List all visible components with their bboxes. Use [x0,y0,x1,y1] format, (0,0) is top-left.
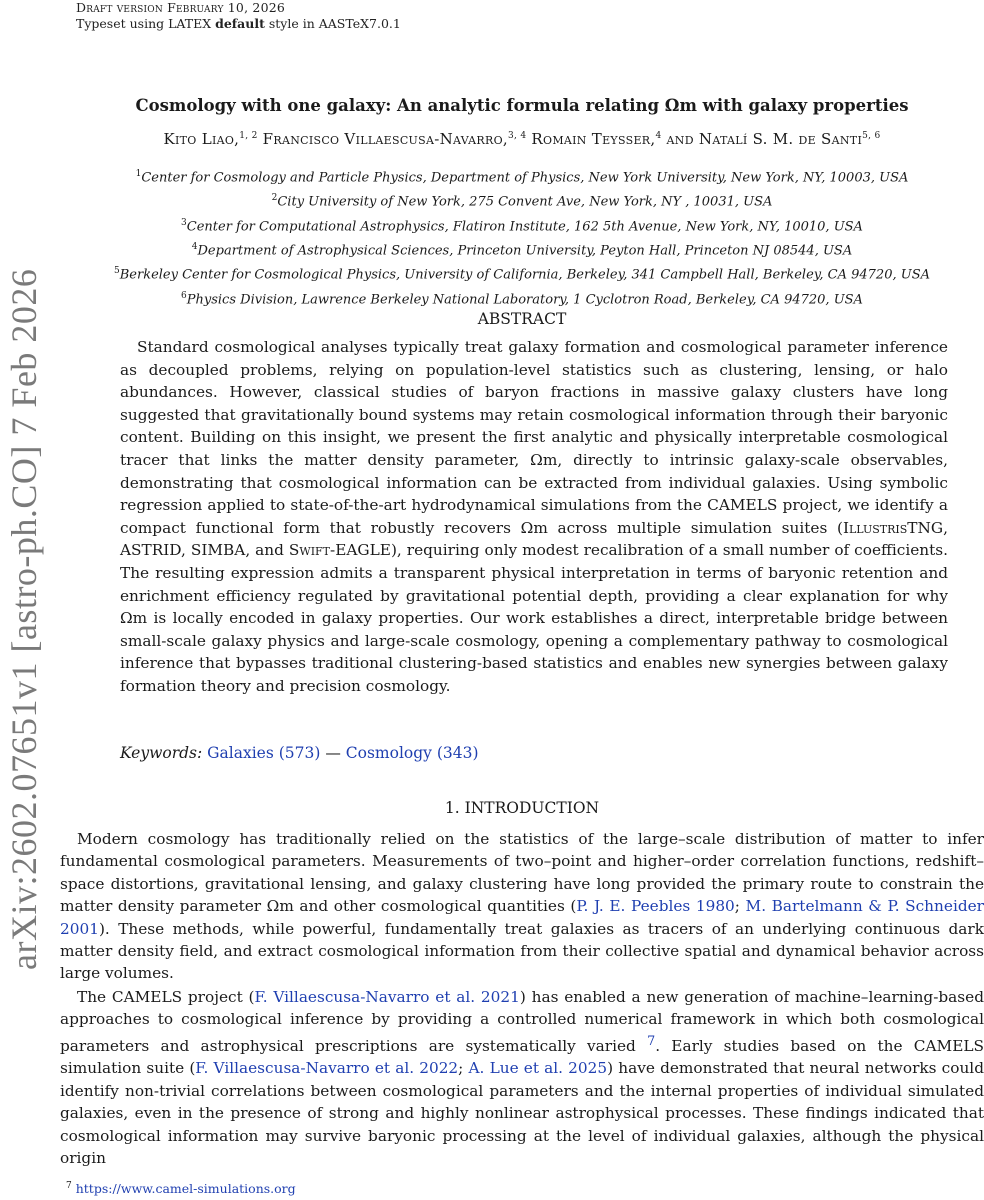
affiliation: $^2$City University of New York, 275 Convent Ave, New York, NY , 10031, USA [271,193,773,210]
keyword-link-galaxies[interactable]: Galaxies (573) [207,744,321,762]
abstract-heading: ABSTRACT [477,310,567,328]
footnote-marker[interactable]: 7 [647,1033,656,1049]
author: Francisco Villaescusa-Navarro,$^{3, 4}$ [257,130,527,148]
affiliation: $^1$Center for Cosmology and Particle Physics, Department of Physics, New York University, New York, NY, 10003, USA [135,169,909,186]
author: Romain Teysser,$^4$ [526,130,662,148]
footnote-url-link[interactable]: https://www.camel-simulations.org [75,1181,296,1197]
keyword-link-cosmology[interactable]: Cosmology (343) [345,744,479,762]
affiliation-list [60,164,984,310]
intro-paragraph-1: Modern cosmology has traditionally relied on the statistics of the large–scale distribution of matter to infer fundamental cosmological parameters. Measurements of two–point and higher–order correlation functions, redshift–space distortions, gravitational lensing, and galaxy clustering have long provided the primary route to constrain the matter density parameter Ωm and other cosmological quantities (P. J. E. Peebles 1980; M. Bartelmann & P. Schneider 2001). These methods, while powerful, fundamentally treat galaxies as tracers of an underlying continuous dark matter density field, and extract cosmological information from their collective spatial and dynamical behavior across large volumes. [60,830,984,983]
citation-link[interactable]: P. J. E. Peebles 1980 [576,897,735,916]
footnote: $^7$ https://www.camel-simulations.org [66,1181,296,1197]
keywords-label: Keywords: [120,744,203,762]
affiliation: $^4$Department of Astrophysical Sciences, Princeton University, Peyton Hall, Princeton NJ 08544, USA [191,241,853,259]
affiliation: $^6$Physics Division, Lawrence Berkeley National Laboratory, 1 Cyclotron Road, Berkeley, CA 94720, USA [181,290,863,307]
author-list [60,130,984,148]
paper-title: Cosmology with one galaxy: An analytic formula relating Ωm with galaxy properties [135,96,909,115]
affiliation: $^3$Center for Computational Astrophysics, Flatiron Institute, 162 5th Avenue, New York, NY, 10010, USA [181,217,863,234]
citation-link[interactable]: M. Bartelmann & P. Schneider 2001 [60,897,984,938]
author: and Natalí S. M. de Santi$^{5, 6}$ [661,130,881,148]
author: Kito Liao,$^{1, 2}$ [163,130,258,148]
section-heading: 1. INTRODUCTION [444,799,600,817]
typeset-line: Typeset using LATEX default style in AASTeX7.0.1 [76,16,401,31]
abstract-body: Standard cosmological analyses typically treat galaxy formation and cosmological parameter inference as decoupled problems, relying on population-level statistics such as clustering, lensing, or halo abundances. However, classical studies of baryon fractions in massive galaxy clusters have long suggested that gravitationally bound systems may retain cosmological information through their baryonic content. Building on this insight, we present the first analytic and physically interpretable cosmological tracer that links the matter density parameter, Ωm, directly to intrinsic galaxy-scale observables, demonstrating that cosmological information can be extracted from individual galaxies. Using symbolic regression applied to state-of-the-art hydrodynamical simulations from the CAMELS project, we identify a compact functional form that robustly recovers Ωm across multiple simulation suites (IllustrisTNG, ASTRID, SIMBA, and Swift-EAGLE), requiring only modest recalibration of a small number of coefficients. The resulting expression admits a transparent physical interpretation in terms of baryonic retention and enrichment efficiency regulated by gravitational potential depth, providing a clear explanation for why Ωm is locally encoded in galaxy properties. Our work establishes a direct, interpretable bridge between small-scale galaxy physics and large-scale cosmology, opening a complementary pathway to cosmological inference that bypasses traditional clustering-based statistics and enables new synergies between galaxy formation theory and precision cosmology. [120,338,948,695]
arxiv-stamp: arXiv:2602.07651v1 [astro-ph.CO] 7 Feb 2026 [4,268,44,970]
citation-link[interactable]: F. Villaescusa-Navarro et al. 2021 [254,988,520,1006]
intro-paragraph-2: The CAMELS project (F. Villaescusa-Navarro et al. 2021) has enabled a new generation of machine–learning-based approaches to cosmological inference by providing a controlled numerical framework in which both cosmological parameters and astrophysical prescriptions are systematically varied $^7$. Early studies based on the CAMELS simulation suite (F. Villaescusa-Navarro et al. 2022; A. Lue et al. 2025) have demonstrated that neural networks could identify non-trivial correlations between cosmological parameters and the internal properties of individual simulated galaxies, even in the presence of strong and highly nonlinear astrophysical processes. These findings indicated that cosmological information may survive baryonic processing at the level of individual galaxies, although the physical origin [60,988,984,1167]
citation-link[interactable]: F. Villaescusa-Navarro et al. 2022 [195,1059,459,1078]
draft-version-line: Draft version February 10, 2026 [76,0,286,15]
keywords-line: Keywords: Galaxies (573) — Cosmology (343) [120,744,479,762]
affiliation: $^5$Berkeley Center for Cosmological Physics, University of California, Berkeley, 341 Campbell Hall, Berkeley, CA 94720, USA [114,266,930,283]
draft-header [76,0,401,32]
citation-link[interactable]: A. Lue et al. 2025 [468,1059,608,1078]
